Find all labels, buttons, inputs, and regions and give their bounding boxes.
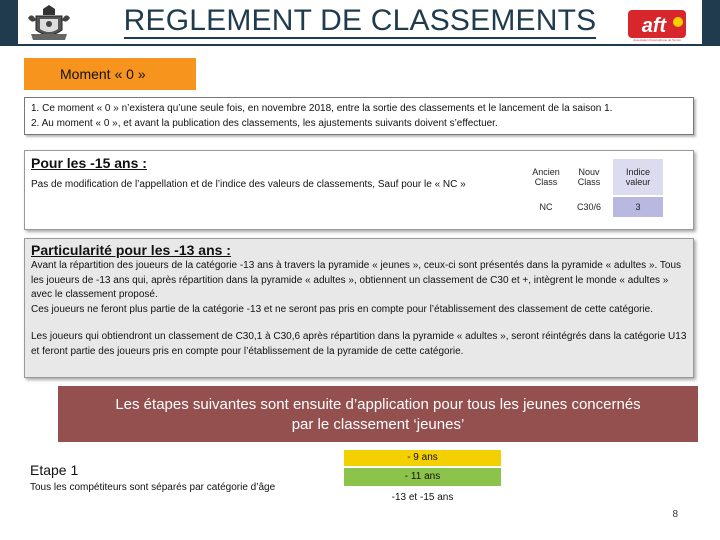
steps-banner <box>58 386 698 442</box>
page-title: REGLEMENT DE CLASSEMENTS <box>123 4 597 37</box>
section-under-13-para-3: Les joueurs qui obtiendront un classement de C30,1 à C30,6 après répartition dans la pyramide « adultes », seront réintégrés dans la catégorie U13 et feront partie des joueurs pris en compte pour l’établissement de la pyramide de cette catégorie. <box>31 331 687 357</box>
age-group-13-15: -13 et -15 ans <box>344 488 501 508</box>
section-under-15 <box>24 150 694 230</box>
step-text: Tous les compétiteurs sont séparés par catégorie d’âge <box>30 482 276 493</box>
page-number: 8 <box>672 509 678 520</box>
header <box>0 0 720 46</box>
banner-line-1: Les étapes suivantes sont ensuite d’application pour tous les jeunes concernés <box>115 396 641 413</box>
table-row <box>527 197 663 217</box>
table-cell: 3 <box>613 197 663 217</box>
table-header: Ancien Class <box>532 167 560 187</box>
classement-table <box>525 157 665 219</box>
note-line-1: 1. Ce moment « 0 » n’existera qu’une seule fois, en novembre 2018, entre la sortie des classements et le lancement de la saison 1. <box>31 103 613 114</box>
section-under-13-para-1: Avant la répartition des joueurs de la catégorie -13 ans à travers la pyramide « jeunes », ceux-ci sont présentés dans la pyramide « adultes ». Tous les joueurs de -13 ans qui, après répartition dans la pyramide « adultes », obtiennent un classement de C30 et +, intègrent le monde « adultes » avec le classement proposé. <box>31 260 681 300</box>
section-under-15-heading: Pour les -15 ans : <box>31 155 147 171</box>
table-header: Indice valeur <box>613 159 663 195</box>
moment-label: Moment « 0 » <box>24 58 196 90</box>
age-group-11: - 11 ans <box>344 468 501 486</box>
aft-logo-icon <box>622 6 692 42</box>
header-frame <box>18 44 702 46</box>
step-title: Etape 1 <box>30 462 79 478</box>
age-group-9: - 9 ans <box>344 450 501 466</box>
table-cell: NC <box>527 197 565 217</box>
note-line-2: 2. Au moment « 0 », et avant la publication des classements, les ajustements suivants doivent s’effectuer. <box>31 118 498 129</box>
table-header: Nouv Class <box>577 167 601 187</box>
section-under-13 <box>24 238 694 378</box>
table-cell: C30/6 <box>567 197 611 217</box>
svg-text:aft: aft <box>641 15 667 37</box>
section-under-13-heading: Particularité pour les -13 ans : <box>31 242 231 258</box>
section-under-15-text: Pas de modification de l’appellation et de l’indice des valeurs de classements, Sauf pour le « NC » <box>31 179 466 190</box>
svg-text:Association Francophone de Ten: Association Francophone de Tennis <box>633 38 681 42</box>
banner-line-2: par le classement ‘jeunes’ <box>291 416 465 433</box>
notes-box <box>24 97 694 135</box>
table-header-row <box>527 159 663 195</box>
section-under-13-para-2: Ces joueurs ne feront plus partie de la catégorie -13 et ne seront pas pris en compte pour l’établissement des classement de cette catégorie. <box>31 303 654 315</box>
